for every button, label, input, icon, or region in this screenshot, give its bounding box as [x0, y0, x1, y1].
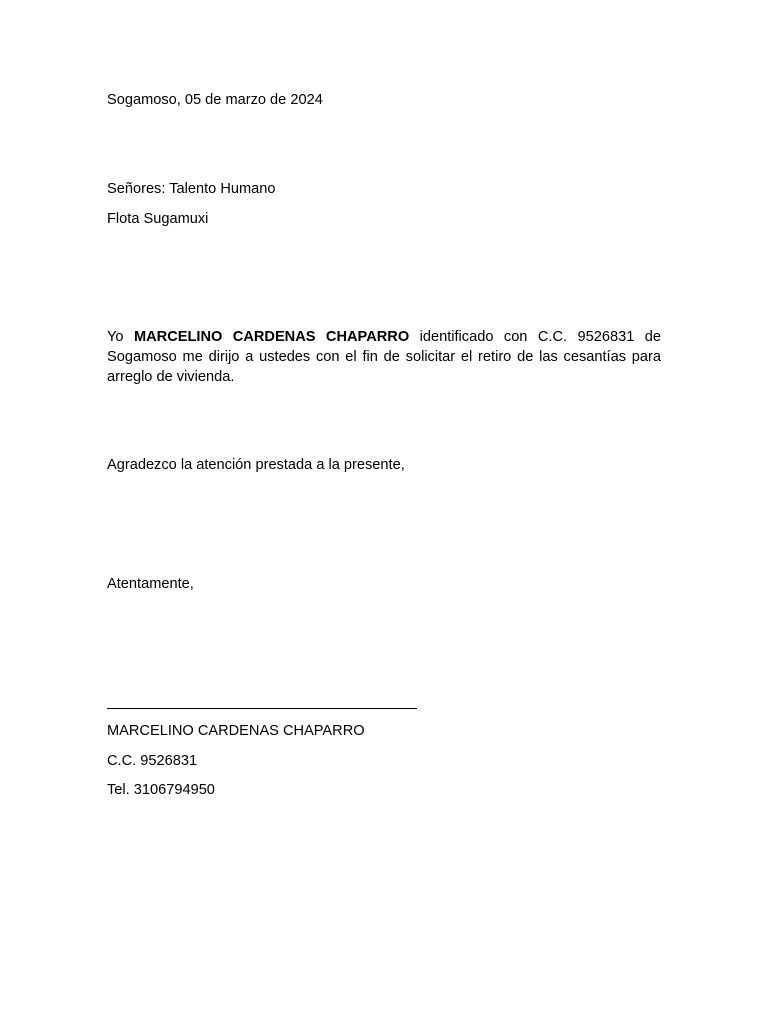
- signature-line: [107, 708, 417, 709]
- signer-name: MARCELINO CARDENAS CHAPARRO: [107, 723, 365, 739]
- recipient-name: Señores: Talento Humano: [107, 181, 276, 197]
- signer-phone: Tel. 3106794950: [107, 782, 215, 798]
- body-name-bold: MARCELINO CARDENAS CHAPARRO: [133, 329, 410, 345]
- recipient-company: Flota Sugamuxi: [107, 211, 209, 227]
- thanks-line: Agradezco la atención prestada a la presente,: [107, 457, 405, 473]
- closing-line: Atentamente,: [107, 576, 194, 592]
- body-suffix: identificado con C.C. 9526831 de Sogamoso me dirijo a ustedes con el fin de solicitar el retiro de las cesantías para arreglo de vivienda.: [107, 329, 661, 385]
- date-line: Sogamoso, 05 de marzo de 2024: [107, 92, 323, 108]
- body-paragraph: [107, 327, 661, 387]
- body-prefix: Yo: [107, 329, 134, 345]
- signer-id: C.C. 9526831: [107, 753, 198, 769]
